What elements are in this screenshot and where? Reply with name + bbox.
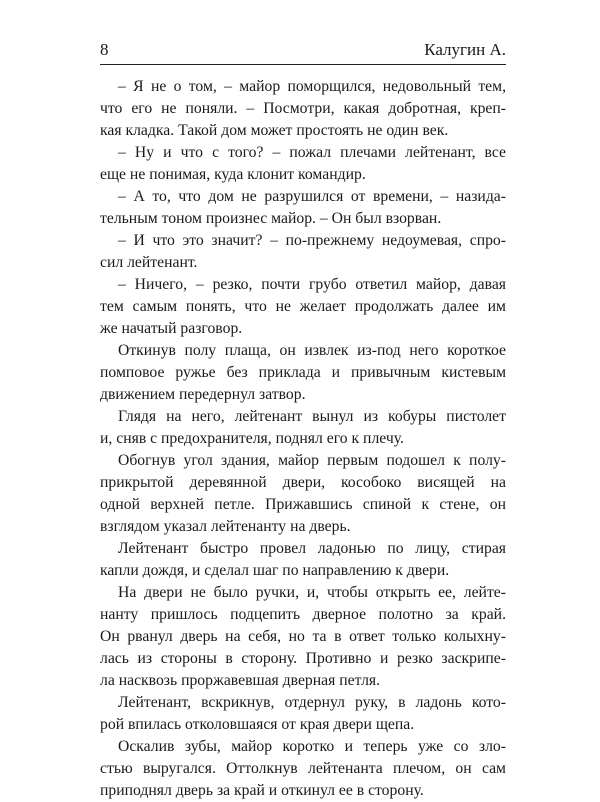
text-line: – И что это значит? – по-прежнему недоумевая, спро- (118, 232, 506, 249)
text-line: же начатый разговор. (100, 320, 243, 337)
text-line: кая кладка. Такой дом может простоять не один век. (100, 122, 449, 139)
text-line: лась из стороны в сторону. Противно и резко заскрипе- (100, 650, 506, 667)
header-rule (100, 64, 506, 65)
text-line: Оскалив зубы, майор коротко и теперь уже со зло- (118, 738, 506, 755)
body-text (100, 76, 506, 802)
text-line: взглядом указал лейтенанту на дверь. (100, 518, 351, 535)
text-line: нанту пришлось подцепить дверное полотно за край. (100, 606, 506, 623)
text-line: – Ничего, – резко, почти грубо ответил майор, давая (118, 276, 506, 293)
running-header (100, 30, 506, 60)
text-line: рой впилась отколовшаяся от края двери щепа. (100, 716, 415, 733)
text-line: одной верхней петле. Прижавшись спиной к стене, он (100, 496, 506, 513)
text-line: стью выругался. Оттолкнув лейтенанта плечом, он сам (100, 760, 506, 777)
page-number: 8 (100, 40, 109, 59)
text-line: Откинув полу плаща, он извлек из-под него короткое (118, 342, 506, 359)
text-line: еще не понимая, куда клонит командир. (100, 166, 366, 183)
text-line: и, сняв с предохранителя, поднял его к плечу. (100, 430, 404, 447)
text-line: – А то, что дом не разрушился от времени, – назида- (118, 188, 506, 205)
text-line: сил лейтенант. (100, 254, 198, 271)
text-line: что его не поняли. – Посмотри, какая добротная, креп- (100, 100, 506, 117)
text-line: Лейтенант быстро провел ладонью по лицу, стирая (118, 540, 506, 557)
text-line: Глядя на него, лейтенант вынул из кобуры пистолет (118, 408, 506, 425)
text-line: помповое ружье без приклада и привычным кистевым (100, 364, 506, 381)
text-line: капли дождя, и сделал шаг по направлению к двери. (100, 562, 450, 579)
text-line: движением передернул затвор. (100, 386, 306, 403)
text-line: ла насквозь проржавевшая дверная петля. (100, 672, 381, 689)
text-line: – Я не о том, – майор поморщился, недовольный тем, (118, 78, 506, 95)
text-line: На двери не было ручки, и, чтобы открыть ее, лейте- (118, 584, 506, 601)
text-line: тельным тоном произнес майор. – Он был взорван. (100, 210, 442, 227)
text-line: тем самым понять, что не желает продолжать далее им (100, 298, 506, 315)
text-line: Лейтенант, вскрикнув, отдернул руку, в ладонь кото- (118, 694, 506, 711)
text-line: – Ну и что с того? – пожал плечами лейтенант, все (118, 144, 506, 161)
text-line: прикрытой деревянной двери, кособоко висящей на (100, 474, 506, 491)
text-line: приподнял дверь за край и откинул ее в сторону. (100, 782, 424, 799)
running-author: Калугин А. (424, 40, 506, 59)
text-line: Обогнув угол здания, майор первым подошел к полу- (118, 452, 506, 469)
text-line: Он рванул дверь на себя, но та в ответ только колыхну- (100, 628, 506, 645)
